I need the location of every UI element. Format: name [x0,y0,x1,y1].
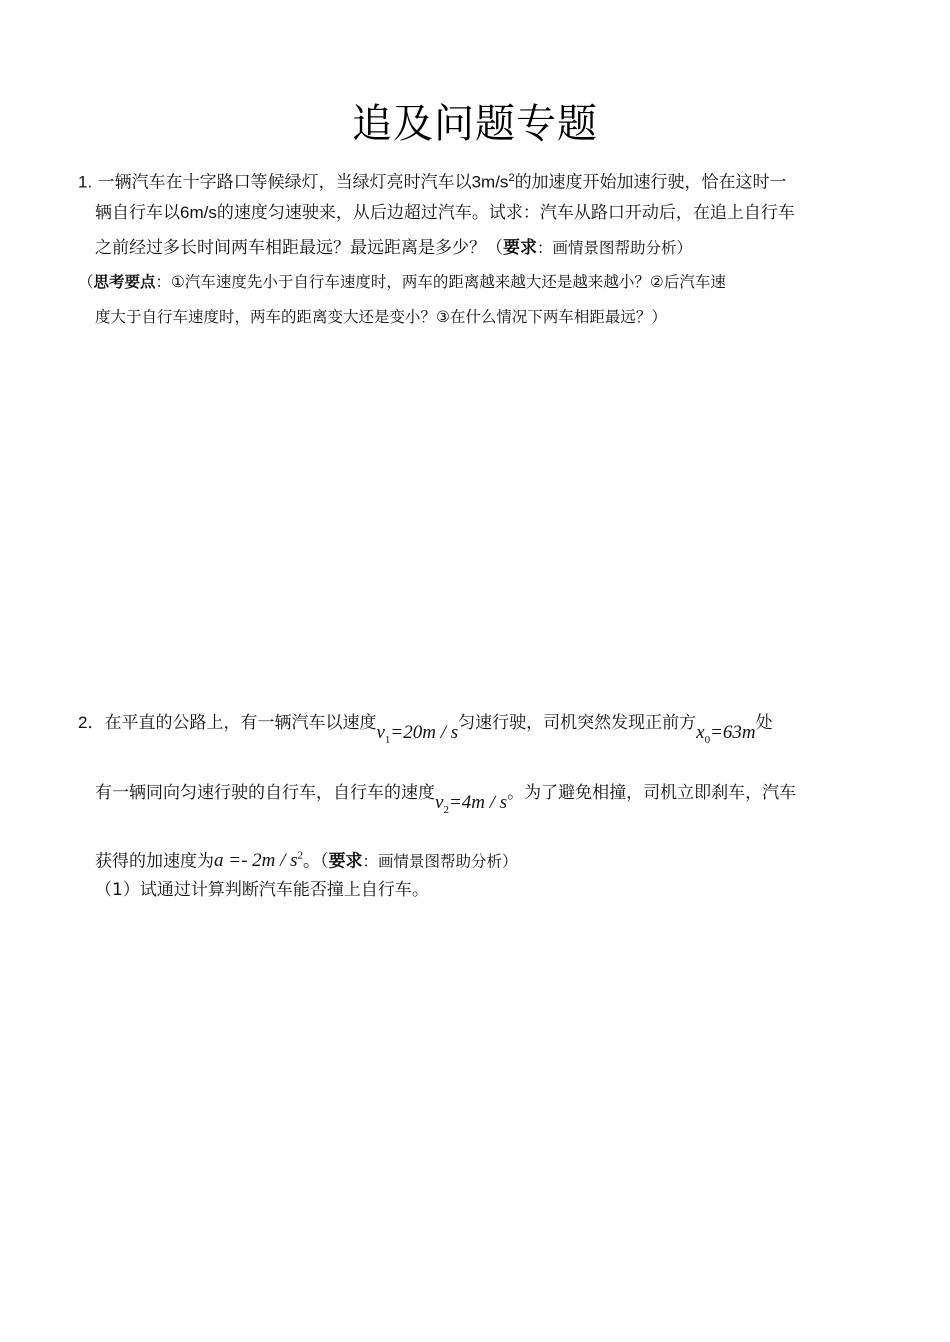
q1-hint-line-2 [95,305,667,329]
q2-text-1a: 在平直的公路上，有一辆汽车以速度 [104,713,377,733]
q1-hint-line-1 [78,270,872,294]
q2-line-2 [95,781,872,816]
q2-text-1c: 处 [755,713,773,733]
q1-line-2 [95,201,872,225]
q2-requirement-label: 要求 [328,851,363,872]
page-title: 追及问题专题 [352,101,598,147]
q1-hint-text-2: 度大于自行车速度时，两车的距离变大还是变小？③在什么情况下两车相距最远？） [95,308,667,326]
q1-line-1 [78,166,872,195]
q2-text-2b: 。为了避免相撞，司机立即刹车，汽车 [507,783,797,803]
q1-text-3a: 之前经过多长时间两车相距最远？最远距离是多少？（ [95,238,503,258]
q1-number: 1. [78,172,93,192]
q1-text-1a: 一辆汽车在十字路口等候绿灯，当绿灯亮时汽车以 [97,172,472,193]
q1-hint-open: （ [78,273,94,291]
q1-text-1c: 的加速度开始加速行驶，恰在这时一 [514,172,787,193]
q1-speed-value: 6m/s [180,203,217,222]
q2-accel-formula: $a =- 2m / s^2$ [214,850,304,872]
q1-hint-label: 思考要点 [93,273,156,291]
q2-line-3 [95,844,518,873]
q2-v2-formula: $v_2=4m / s$ [435,792,508,816]
q2-x0-formula: $x_0=63m$ [696,722,756,746]
q1-accel-value: 3m/s [471,172,509,192]
q2-requirement-text: ：画情景图帮助分析） [362,852,518,871]
q2-line-1 [78,711,872,746]
q2-text-2a: 有一辆同向匀速行驶的自行车，自行车的速度 [95,783,435,803]
q1-text-2c: 的速度匀速驶来，从后边超过汽车。试求：汽车从路口开动后，在追上自行车 [216,203,795,223]
q1-requirement-text: ：画情景图帮助分析） [537,239,693,257]
q1-accel-sup: 2 [508,172,515,184]
q1-hint-text-1: ：①汽车速度先小于自行车速度时，两车的距离越来越大还是越来越小？②后汽车速 [155,273,726,291]
q1-line-3 [95,236,692,260]
q2-number: 2． [78,713,105,732]
q2-text-3a: 获得的加速度为 [95,851,214,872]
q2-v1-formula: $v_1=20m / s$ [376,722,459,746]
q2-subquestion-1: （1）试通过计算判断汽车能否撞上自行车。 [95,880,429,900]
q1-text-2a: 辆自行车以 [95,203,180,223]
q2-text-3b: 。（ [303,851,329,872]
q2-text-1b: 匀速行驶，司机突然发现正前方 [458,713,697,733]
q1-requirement-label: 要求 [503,238,537,258]
